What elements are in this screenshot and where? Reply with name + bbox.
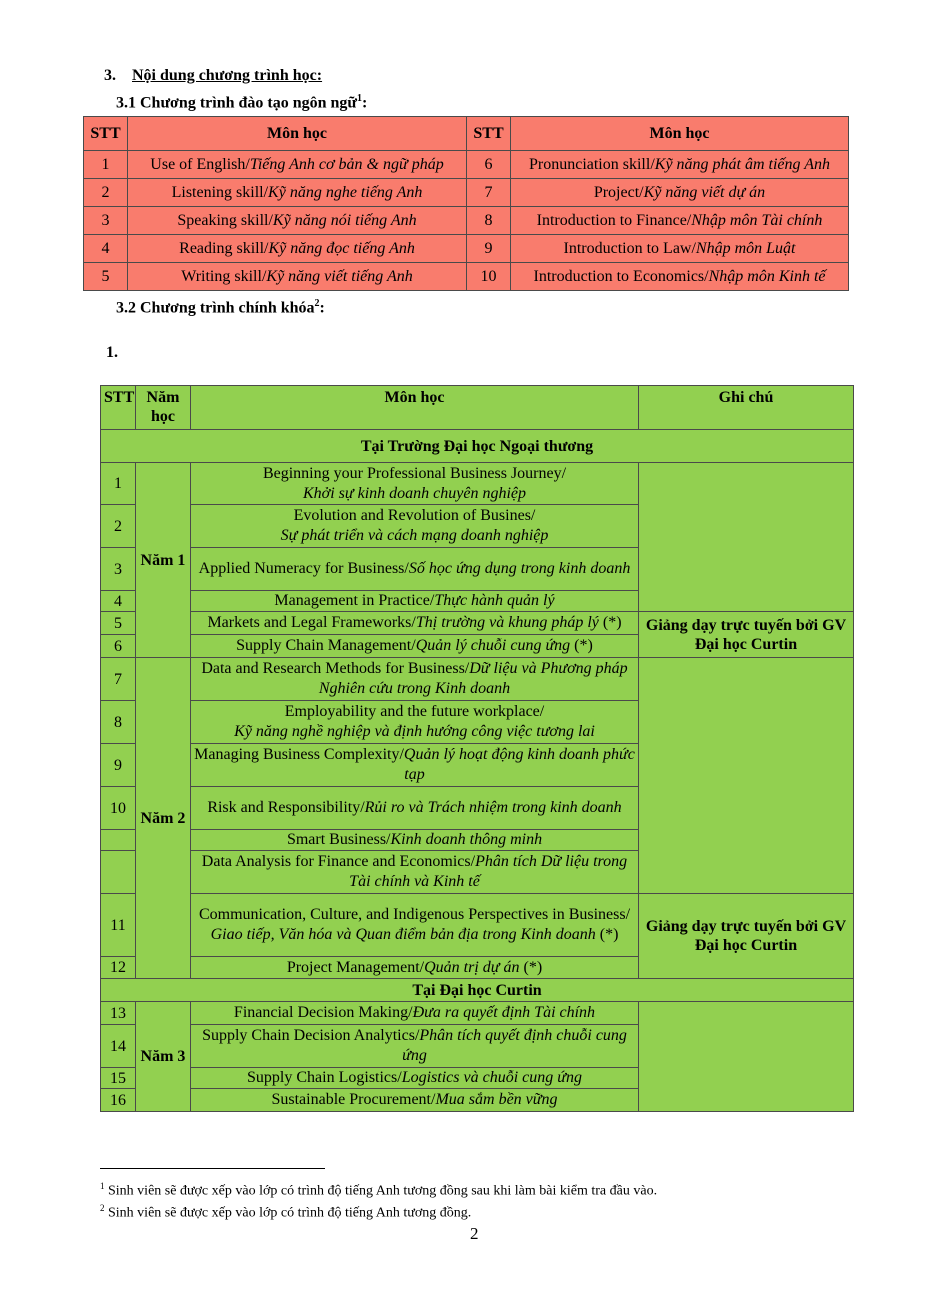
- subject-cell: [128, 179, 467, 207]
- subject-vietnamese: Mua sắm bền vững: [435, 1091, 558, 1108]
- subject-cell: [191, 505, 639, 548]
- subsection-3-2-title: [116, 298, 325, 317]
- row-number: 5: [101, 612, 136, 635]
- table-row: [101, 612, 854, 635]
- subject-english: Beginning your Professional Business Journey/: [262, 464, 567, 482]
- subject-vietnamese: Kỹ năng nói tiếng Anh: [272, 212, 417, 229]
- subject-english: Risk and Responsibility/: [207, 799, 365, 816]
- footnote-text: Sinh viên sẽ được xếp vào lớp có trình độ tiếng Anh tương đồng.: [104, 1205, 472, 1221]
- row-number: 5: [84, 263, 128, 291]
- subject-vietnamese: Nhập môn Kinh tế: [708, 268, 826, 285]
- subject-vietnamese: Kỹ năng phát âm tiếng Anh: [654, 156, 831, 173]
- subject-cell: [191, 744, 639, 787]
- note-cell: [639, 463, 854, 612]
- footnote-1: [100, 1181, 657, 1200]
- row-number: 3: [101, 548, 136, 591]
- subject-vietnamese: Kinh doanh thông minh: [390, 831, 543, 848]
- table-row: [101, 894, 854, 957]
- subject-english: Evolution and Revolution of Busines/: [293, 507, 536, 524]
- subject-vietnamese: Kỹ năng nghe tiếng Anh: [268, 184, 423, 201]
- subject-vietnamese: Quản trị dự án: [424, 958, 520, 976]
- subject-cell: [191, 635, 639, 658]
- subject-vietnamese: Giao tiếp, Văn hóa và Quan điểm bản địa trong Kinh doanh: [210, 926, 596, 943]
- subject-english: Introduction to Finance/: [536, 212, 692, 229]
- subject-english: Supply Chain Logistics/: [247, 1069, 402, 1086]
- row-number: [101, 830, 136, 851]
- year-cell: Năm 2: [136, 658, 191, 979]
- table-row: [101, 463, 854, 505]
- footnote-ref-2: 2: [314, 298, 320, 309]
- subject-vietnamese: Phân tích Dữ liệu trong Tài chính và Kinh tế: [349, 853, 628, 890]
- note-cell: [639, 658, 854, 894]
- note-cell: [639, 1002, 854, 1112]
- table-header-row: [84, 117, 849, 151]
- subject-cell: [128, 151, 467, 179]
- year-cell: Năm 1: [136, 463, 191, 658]
- row-number: 7: [467, 179, 511, 207]
- subject-cell: [191, 830, 639, 851]
- row-number: 14: [101, 1025, 136, 1068]
- subject-cell: [191, 701, 639, 744]
- subject-english: Supply Chain Management/: [236, 637, 416, 654]
- online-mark: (*): [595, 926, 619, 943]
- subject-english: Communication, Culture, and Indigenous Perspectives in Business/: [198, 906, 631, 923]
- header-stt: STT: [84, 117, 128, 151]
- subsection-3-1-colon: :: [362, 94, 368, 112]
- subject-cell: [191, 851, 639, 894]
- subject-cell: [511, 263, 849, 291]
- subject-cell: [191, 787, 639, 830]
- subject-english: Applied Numeracy for Business/: [198, 560, 409, 577]
- row-number: [101, 851, 136, 894]
- row-number: 6: [101, 635, 136, 658]
- footnote-text: Sinh viên sẽ được xếp vào lớp có trình độ tiếng Anh tương đồng sau khi làm bài kiểm tra đầu vào.: [104, 1183, 658, 1199]
- subject-cell: [191, 463, 639, 505]
- subject-vietnamese: Tiếng Anh cơ bản & ngữ pháp: [249, 156, 444, 173]
- subject-english: Markets and Legal Frameworks/: [207, 614, 416, 631]
- subject-english: Pronunciation skill/: [528, 156, 655, 173]
- footnote-separator: [100, 1168, 325, 1169]
- section-label: Tại Đại học Curtin: [101, 979, 854, 1002]
- subject-cell: [191, 1002, 639, 1025]
- subject-cell: [191, 1089, 639, 1112]
- header-subject: Môn học: [511, 117, 849, 151]
- row-number: 15: [101, 1068, 136, 1089]
- subject-english: Listening skill/: [171, 184, 269, 201]
- row-number: 9: [467, 235, 511, 263]
- online-mark: (*): [519, 958, 543, 976]
- online-mark: (*): [598, 614, 622, 631]
- subject-vietnamese: Sự phát triển và cách mạng doanh nghiệp: [280, 527, 549, 544]
- subject-vietnamese: Thực hành quản lý: [434, 592, 555, 609]
- row-number: 13: [101, 1002, 136, 1025]
- note-cell: Giảng dạy trực tuyến bởi GV Đại học Curtin: [639, 894, 854, 979]
- table-row: [101, 1002, 854, 1025]
- row-number: 11: [101, 894, 136, 957]
- header-subject: Môn học: [128, 117, 467, 151]
- subject-vietnamese: Logistics và chuỗi cung ứng: [401, 1069, 582, 1086]
- subject-vietnamese: Kỹ năng nghề nghiệp và định hướng công việc tương lai: [234, 723, 595, 740]
- subject-english: Speaking skill/: [177, 212, 273, 229]
- subject-vietnamese: Quản lý hoạt động kinh doanh phức tạp: [403, 746, 635, 783]
- row-number: 10: [101, 787, 136, 830]
- subject-english: Managing Business Complexity/: [194, 746, 404, 763]
- row-number: 2: [84, 179, 128, 207]
- subject-english: Project/: [593, 184, 644, 201]
- subject-cell: [191, 658, 639, 701]
- row-number: 12: [101, 957, 136, 979]
- subject-vietnamese: Khởi sự kinh doanh chuyên nghiệp: [302, 484, 526, 502]
- subject-english: Data Analysis for Finance and Economics/: [201, 853, 476, 870]
- subject-english: Writing skill/: [181, 268, 267, 285]
- footnote-ref-1: 1: [357, 93, 363, 104]
- curriculum-table: [100, 385, 854, 1112]
- subject-cell: [191, 612, 639, 635]
- subject-english: Sustainable Procurement/: [271, 1091, 436, 1108]
- subject-english: Smart Business/: [286, 831, 391, 848]
- section-title: Nội dung chương trình học:: [132, 67, 323, 84]
- subject-vietnamese: Phân tích quyết định chuỗi cung ứng: [402, 1027, 627, 1064]
- language-table: [83, 116, 849, 291]
- subject-cell: [511, 235, 849, 263]
- subject-english: Employability and the future workplace/: [284, 703, 545, 720]
- row-number: 7: [101, 658, 136, 701]
- subsection-3-1-title: [116, 93, 367, 112]
- section-label: Tại Trường Đại học Ngoại thương: [101, 430, 854, 463]
- subject-vietnamese: Dữ liệu và Phương pháp Nghiên cứu trong Kinh doanh: [318, 660, 628, 697]
- subject-cell: [511, 179, 849, 207]
- row-number: 8: [101, 701, 136, 744]
- row-number: 8: [467, 207, 511, 235]
- header-year: Năm học: [136, 386, 191, 430]
- subject-english: Supply Chain Decision Analytics/: [202, 1027, 420, 1044]
- subject-vietnamese: Kỹ năng đọc tiếng Anh: [268, 240, 415, 257]
- table-row: [84, 235, 849, 263]
- section-number: 3.: [104, 67, 116, 84]
- subject-cell: [191, 548, 639, 591]
- row-number: 9: [101, 744, 136, 787]
- year-cell: Năm 3: [136, 1002, 191, 1112]
- subject-english: Financial Decision Making/: [233, 1004, 413, 1021]
- row-number: 6: [467, 151, 511, 179]
- row-number: 10: [467, 263, 511, 291]
- subject-cell: [511, 207, 849, 235]
- row-number: 4: [84, 235, 128, 263]
- table-header-row: [101, 386, 854, 430]
- subject-cell: [128, 263, 467, 291]
- subject-cell: [191, 1025, 639, 1068]
- header-note: Ghi chú: [639, 386, 854, 430]
- subject-english: Data and Research Methods for Business/: [201, 660, 470, 677]
- subject-vietnamese: Thị trường và khung pháp lý: [415, 614, 599, 631]
- table-row: [84, 151, 849, 179]
- subsection-3-1-text: 3.1 Chương trình đào tạo ngôn ngữ: [116, 94, 358, 112]
- footnote-mark: 1: [100, 1181, 105, 1191]
- row-number: 3: [84, 207, 128, 235]
- row-number: 4: [101, 591, 136, 612]
- subject-vietnamese: Kỹ năng viết dự án: [643, 184, 766, 201]
- subject-cell: [191, 957, 639, 979]
- subject-english: Management in Practice/: [274, 592, 435, 609]
- subject-vietnamese: Nhập môn Tài chính: [691, 212, 823, 229]
- subsection-3-2-colon: :: [319, 299, 325, 317]
- note-cell: Giảng dạy trực tuyến bởi GV Đại học Curtin: [639, 612, 854, 658]
- subject-english: Project Management/: [286, 958, 425, 976]
- footnote-2: [100, 1203, 471, 1222]
- subject-vietnamese: Đưa ra quyết định Tài chính: [412, 1004, 596, 1021]
- header-stt: STT: [467, 117, 511, 151]
- section-heading: [104, 67, 322, 85]
- header-subject: Môn học: [191, 386, 639, 430]
- subject-english: Reading skill/: [179, 240, 269, 257]
- header-stt: STT: [101, 386, 136, 430]
- list-number: 1.: [106, 344, 118, 361]
- subject-vietnamese: Rủi ro và Trách nhiệm trong kinh doanh: [364, 799, 622, 816]
- table-row: [84, 207, 849, 235]
- subject-cell: [128, 235, 467, 263]
- table-row: [101, 658, 854, 701]
- row-number: 1: [84, 151, 128, 179]
- row-number: 16: [101, 1089, 136, 1112]
- subject-vietnamese: Số học ứng dụng trong kinh doanh: [408, 560, 631, 577]
- table-row: [84, 263, 849, 291]
- subsection-3-2-text: 3.2 Chương trình chính khóa: [116, 299, 315, 317]
- section-row: [101, 430, 854, 463]
- subject-vietnamese: Quản lý chuỗi cung ứng: [415, 637, 571, 654]
- subject-cell: [511, 151, 849, 179]
- subject-vietnamese: Nhập môn Luật: [695, 240, 796, 257]
- page-number: 2: [470, 1224, 479, 1243]
- online-mark: (*): [570, 637, 593, 654]
- subject-english: Use of English/: [150, 156, 250, 173]
- subject-cell: [128, 207, 467, 235]
- subject-vietnamese: Kỹ năng viết tiếng Anh: [266, 268, 413, 285]
- subject-english: Introduction to Economics/: [533, 268, 709, 285]
- subject-english: Introduction to Law/: [563, 240, 696, 257]
- table-row: [84, 179, 849, 207]
- footnote-mark: 2: [100, 1203, 105, 1213]
- subject-cell: [191, 591, 639, 612]
- section-row: [101, 979, 854, 1002]
- row-number: 2: [101, 505, 136, 548]
- subject-cell: [191, 1068, 639, 1089]
- subject-cell: [191, 894, 639, 957]
- row-number: 1: [101, 463, 136, 505]
